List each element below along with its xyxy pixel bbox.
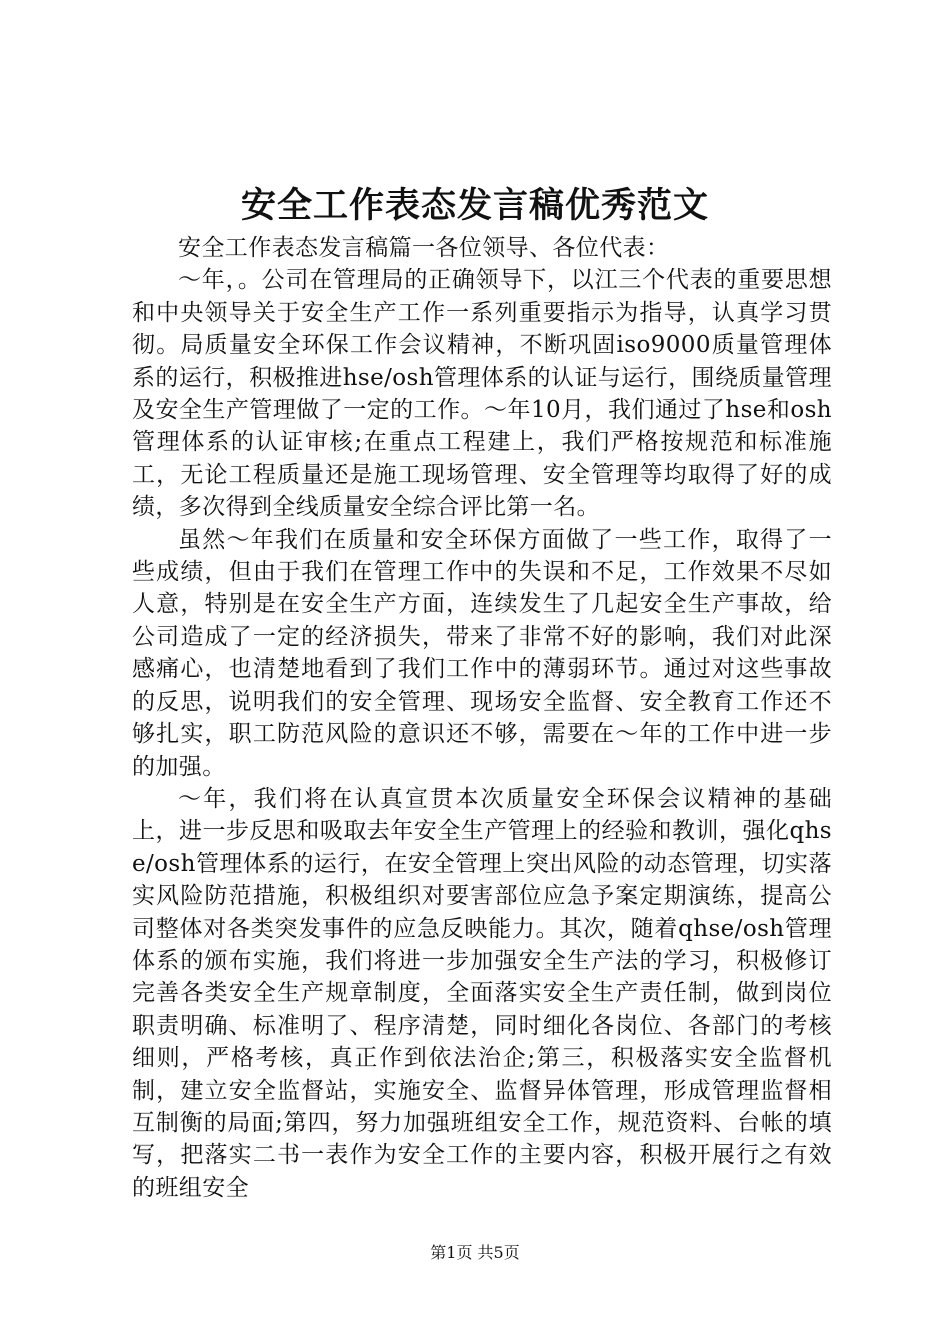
paragraph-greeting: 安全工作表态发言稿篇一各位领导、各位代表： <box>178 235 670 261</box>
document-body <box>132 232 832 1204</box>
paragraph-plan: ～年，我们将在认真宣贯本次质量安全环保会议精神的基础上，进一步反思和吸取去年安全生产管理上的经验和教训，强化qhse/osh管理体系的运行，在安全管理上突出风险的动态管理，切实落实风险防范措施，积极组织对要害部位应急予案定期演练，提高公司整体对各类突发事件的应急反映能力。其次，随着qhse/osh管理体系的颁布实施，我们将进一步加强安全生产法的学习，积极修订完善各类安全生产规章制度，全面落实安全生产责任制，做到岗位职责明确、标准明了、程序清楚，同时细化各岗位、各部门的考核细则，严格考核，真正作到依法治企;第三，积极落实安全监督机制，建立安全监督站，实施安全、监督异体管理，形成管理监督相互制衡的局面;第四，努力加强班组安全工作，规范资料、台帐的填写，把落实二书一表作为安全工作的主要内容，积极开展行之有效的班组安全 <box>132 785 832 1201</box>
page-number-footer: 第1页 共5页 <box>430 1243 520 1262</box>
document-title: 安全工作表态发言稿优秀范文 <box>240 185 709 226</box>
paragraph-shortcomings: 虽然～年我们在质量和安全环保方面做了一些工作，取得了一些成绩，但由于我们在管理工作中的失误和不足，工作效果不尽如人意，特别是在安全生产方面，连续发生了几起安全生产事故，给公司造成了一定的经济损失，带来了非常不好的影响，我们对此深感痛心，也清楚地看到了我们工作中的薄弱环节。通过对这些事故的反思，说明我们的安全管理、现场安全监督、安全教育工作还不够扎实，职工防范风险的意识还不够，需要在～年的工作中进一步的加强。 <box>132 526 832 780</box>
paragraph-review: ～年，。公司在管理局的正确领导下，以江三个代表的重要思想和中央领导关于安全生产工作一系列重要指示为指导，认真学习贯彻。局质量安全环保工作会议精神，不断巩固iso9000质量管理体系的运行，积极推进hse/osh管理体系的认证与运行，围绕质量管理及安全生产管理做了一定的工作。～年10月，我们通过了hse和osh管理体系的认证审核;在重点工程建上，我们严格按规范和标准施工，无论工程质量还是施工现场管理、安全管理等均取得了好的成绩，多次得到全线质量安全综合评比第一名。 <box>132 267 832 521</box>
